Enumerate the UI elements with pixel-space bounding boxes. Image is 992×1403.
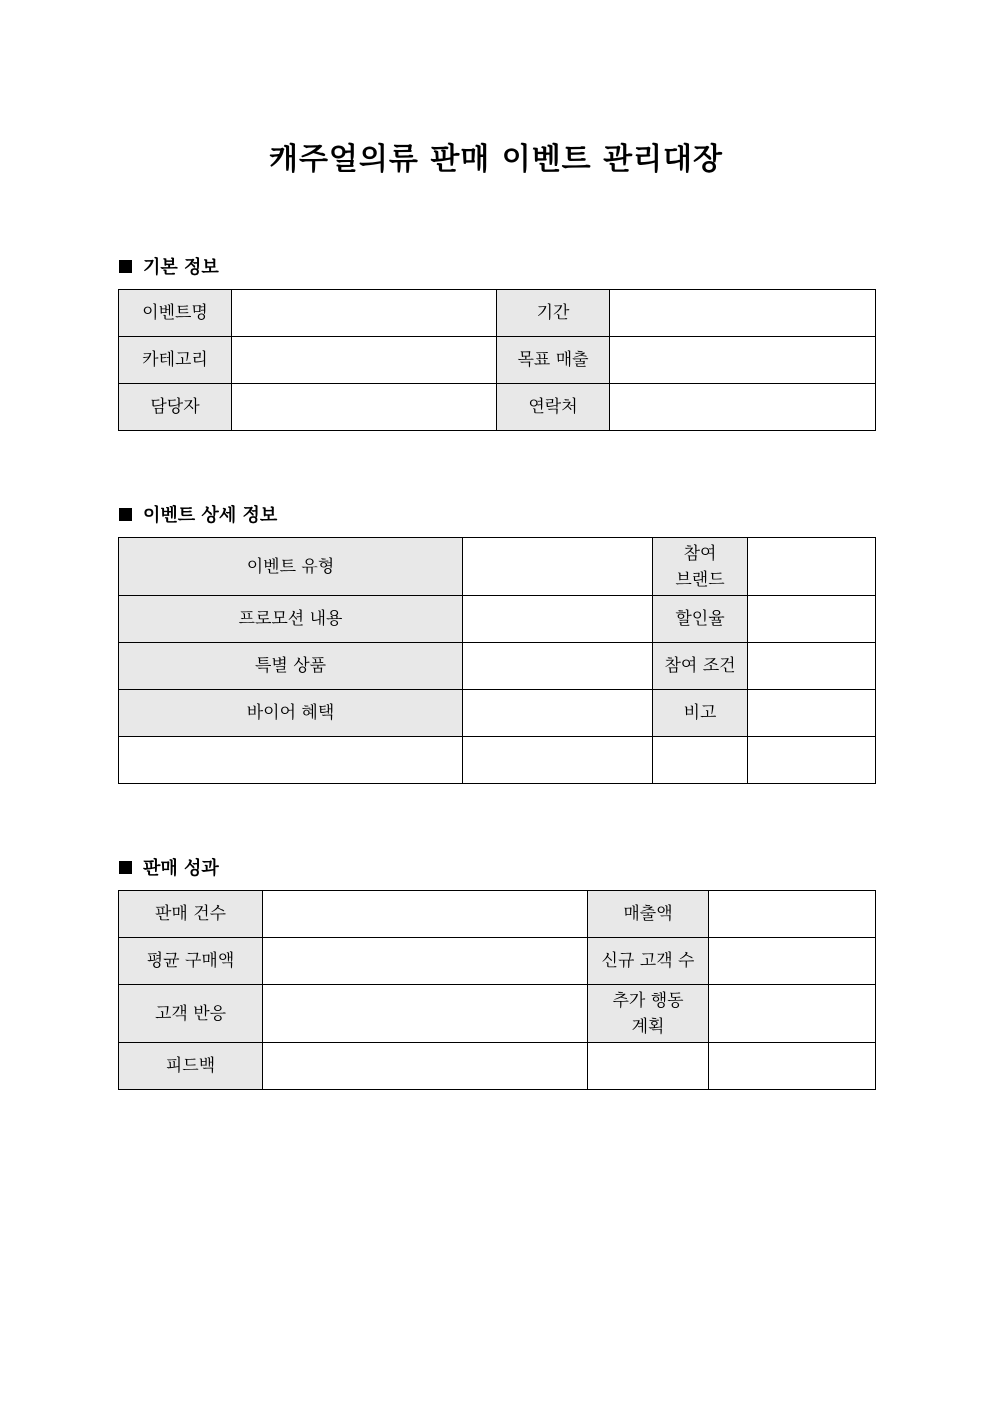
square-bullet-icon — [119, 260, 132, 273]
blank-cell[interactable] — [653, 737, 748, 784]
buyer-benefit-label: 바이어 혜택 — [119, 690, 463, 737]
section-heading-detail — [119, 501, 277, 527]
followup-plan-label — [588, 985, 709, 1043]
table-row — [119, 337, 876, 384]
table-row — [119, 1043, 876, 1090]
table-row — [119, 891, 876, 938]
participation-condition-label: 참여 조건 — [653, 643, 748, 690]
target-sales-field[interactable] — [610, 337, 876, 384]
event-type-field[interactable] — [463, 538, 653, 596]
feedback-field[interactable] — [263, 1043, 588, 1090]
section-heading-text: 판매 성과 — [143, 858, 219, 879]
section-heading-text: 이벤트 상세 정보 — [143, 505, 278, 526]
customer-response-field[interactable] — [263, 985, 588, 1043]
revenue-field[interactable] — [709, 891, 876, 938]
avg-purchase-field[interactable] — [263, 938, 588, 985]
section-heading-text: 기본 정보 — [143, 257, 219, 278]
event-name-label: 이벤트명 — [119, 290, 232, 337]
new-customers-label: 신규 고객 수 — [588, 938, 709, 985]
category-field[interactable] — [232, 337, 497, 384]
period-label: 기간 — [497, 290, 610, 337]
sales-performance-table — [118, 890, 876, 1090]
event-name-field[interactable] — [232, 290, 497, 337]
table-row — [119, 690, 876, 737]
sales-count-label: 판매 건수 — [119, 891, 263, 938]
document-title: 캐주얼의류 판매 이벤트 관리대장 — [268, 142, 724, 177]
feedback-label: 피드백 — [119, 1043, 263, 1090]
blank-cell[interactable] — [119, 737, 463, 784]
promotion-content-field[interactable] — [463, 596, 653, 643]
followup-plan-field[interactable] — [709, 985, 876, 1043]
square-bullet-icon — [119, 861, 132, 874]
promotion-content-label: 프로모션 내용 — [119, 596, 463, 643]
table-row — [119, 737, 876, 784]
participating-brand-field[interactable] — [748, 538, 876, 596]
category-label: 카테고리 — [119, 337, 232, 384]
table-row — [119, 985, 876, 1043]
blank-cell[interactable] — [748, 737, 876, 784]
label-line: 계획 — [631, 1016, 665, 1037]
revenue-label: 매출액 — [588, 891, 709, 938]
target-sales-label: 목표 매출 — [497, 337, 610, 384]
table-row — [119, 290, 876, 337]
participation-condition-field[interactable] — [748, 643, 876, 690]
manager-field[interactable] — [232, 384, 497, 431]
remarks-field[interactable] — [748, 690, 876, 737]
blank-cell[interactable] — [709, 1043, 876, 1090]
section-heading-performance — [119, 854, 219, 880]
table-row — [119, 938, 876, 985]
remarks-label: 비고 — [653, 690, 748, 737]
label-line: 참여 — [683, 543, 717, 564]
basic-info-table — [118, 289, 876, 431]
discount-rate-field[interactable] — [748, 596, 876, 643]
manager-label: 담당자 — [119, 384, 232, 431]
contact-label: 연락처 — [497, 384, 610, 431]
section-heading-basic — [119, 253, 219, 279]
special-product-field[interactable] — [463, 643, 653, 690]
customer-response-label: 고객 반응 — [119, 985, 263, 1043]
buyer-benefit-field[interactable] — [463, 690, 653, 737]
table-row — [119, 643, 876, 690]
sales-count-field[interactable] — [263, 891, 588, 938]
period-field[interactable] — [610, 290, 876, 337]
contact-field[interactable] — [610, 384, 876, 431]
new-customers-field[interactable] — [709, 938, 876, 985]
table-row — [119, 384, 876, 431]
table-row — [119, 596, 876, 643]
event-detail-table — [118, 537, 876, 784]
event-type-label: 이벤트 유형 — [119, 538, 463, 596]
label-line: 추가 행동 — [612, 990, 684, 1011]
blank-cell[interactable] — [588, 1043, 709, 1090]
blank-cell[interactable] — [463, 737, 653, 784]
discount-rate-label: 할인율 — [653, 596, 748, 643]
special-product-label: 특별 상품 — [119, 643, 463, 690]
label-line: 브랜드 — [675, 569, 725, 590]
participating-brand-label — [653, 538, 748, 596]
square-bullet-icon — [119, 508, 132, 521]
avg-purchase-label: 평균 구매액 — [119, 938, 263, 985]
table-row — [119, 538, 876, 596]
